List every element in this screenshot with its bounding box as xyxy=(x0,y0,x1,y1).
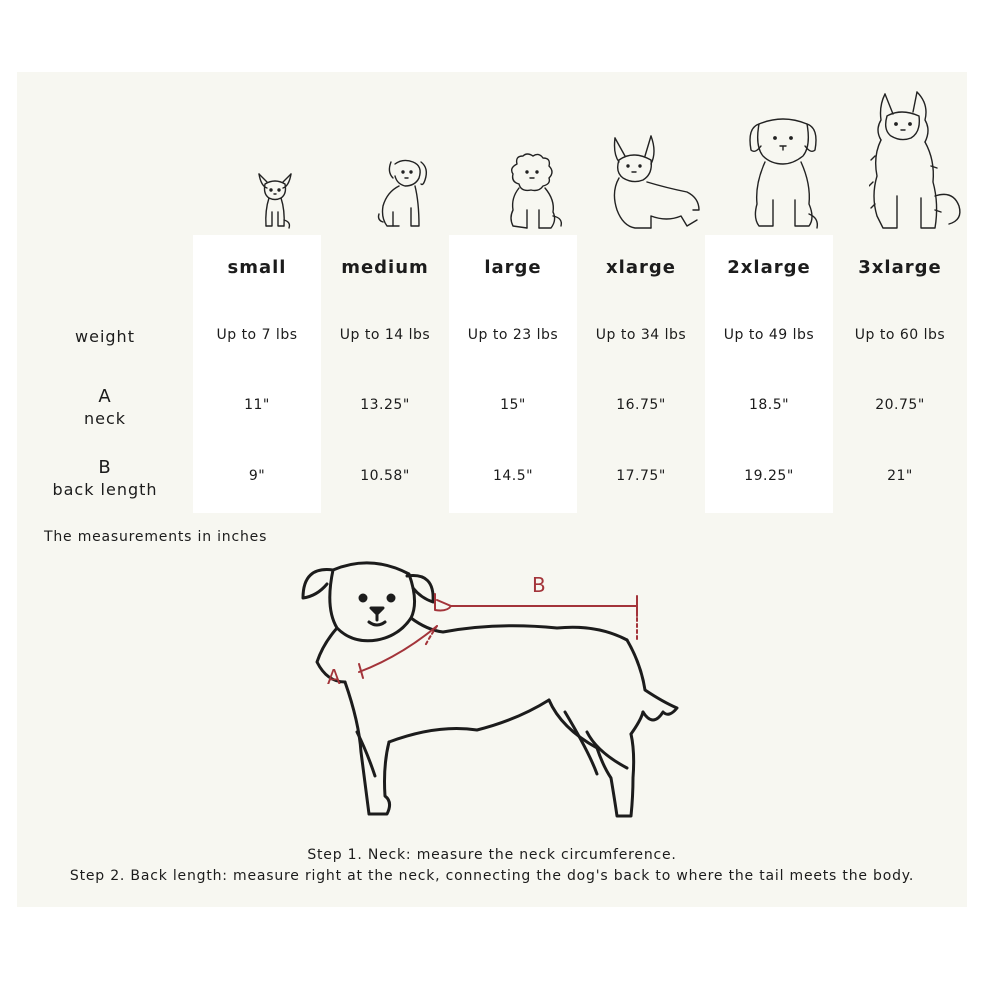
size-header: 2xlarge xyxy=(727,257,811,278)
weight-value: Up to 60 lbs xyxy=(854,327,946,343)
step-1-text: Step 1. Neck: measure the neck circumference. xyxy=(307,847,677,863)
size-column-medium xyxy=(321,235,449,513)
dog-illustrations-row xyxy=(209,72,967,232)
size-column-3xlarge xyxy=(833,235,967,513)
neck-value: 11" xyxy=(244,397,270,413)
weight-value: Up to 49 lbs xyxy=(723,327,815,343)
neck-value: 13.25" xyxy=(360,397,410,413)
large-dog-icon xyxy=(497,152,569,232)
row-label-back-letter: B xyxy=(98,457,112,478)
measurement-diagram xyxy=(297,552,697,832)
back-length-value: 19.25" xyxy=(744,468,794,484)
size-header: 3xlarge xyxy=(858,257,942,278)
back-length-value: 10.58" xyxy=(360,468,410,484)
back-length-value: 21" xyxy=(887,468,913,484)
size-column-small xyxy=(193,235,321,513)
diagram-label-a: A xyxy=(327,665,341,689)
size-header: large xyxy=(484,257,542,278)
small-dog-icon xyxy=(253,168,297,232)
size-table xyxy=(17,235,967,513)
size-chart-panel xyxy=(17,72,967,907)
weight-value: Up to 7 lbs xyxy=(216,327,298,343)
xlarge-dog-icon xyxy=(607,132,707,232)
row-label-back-length: back length xyxy=(52,480,158,499)
diagram-label-b: B xyxy=(532,573,546,597)
size-header: xlarge xyxy=(606,257,676,278)
size-header: small xyxy=(227,257,287,278)
size-column-xlarge xyxy=(577,235,705,513)
medium-dog-icon xyxy=(373,156,437,232)
back-length-value: 17.75" xyxy=(616,468,666,484)
row-label-weight: weight xyxy=(75,327,135,346)
back-length-value: 9" xyxy=(248,468,266,484)
measurement-unit-note: The measurements in inches xyxy=(44,529,268,545)
size-column-large xyxy=(449,235,577,513)
neck-value: 16.75" xyxy=(616,397,666,413)
weight-value: Up to 23 lbs xyxy=(467,327,559,343)
3xlarge-dog-icon xyxy=(869,86,965,232)
neck-value: 20.75" xyxy=(875,397,925,413)
back-length-value: 14.5" xyxy=(492,468,534,484)
size-header: medium xyxy=(341,257,429,278)
weight-value: Up to 14 lbs xyxy=(339,327,431,343)
neck-value: 18.5" xyxy=(748,397,790,413)
row-label-neck-letter: A xyxy=(98,386,112,407)
2xlarge-dog-icon xyxy=(745,114,821,232)
size-column-2xlarge xyxy=(705,235,833,513)
row-label-neck: neck xyxy=(83,409,127,428)
weight-value: Up to 34 lbs xyxy=(595,327,687,343)
neck-value: 15" xyxy=(500,397,526,413)
step-2-text: Step 2. Back length: measure right at the neck, connecting the dog's back to where the tail meets the body. xyxy=(69,868,915,884)
